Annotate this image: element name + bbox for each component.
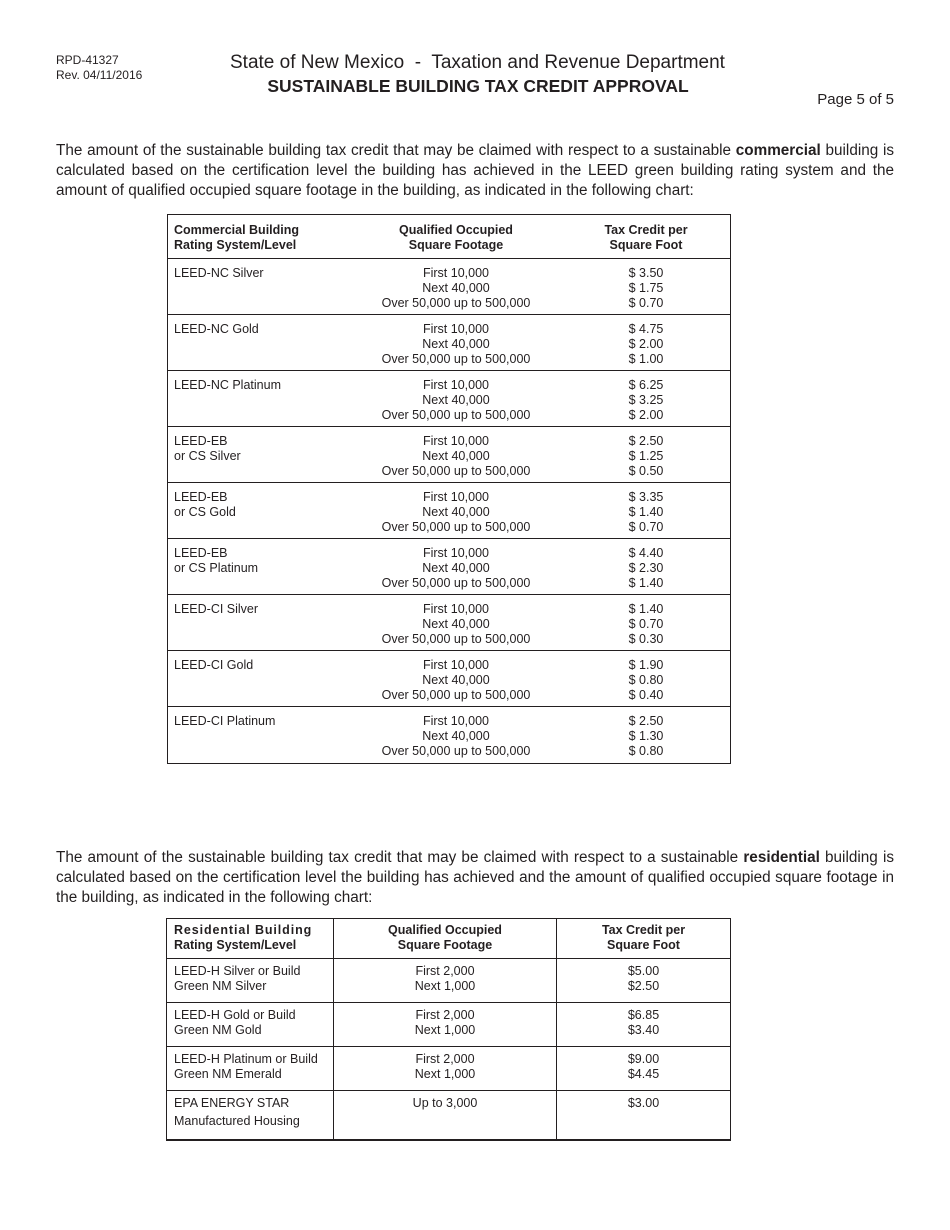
commercial-intro-before: The amount of the sustainable building tax credit that may be claimed with respect to a sustainable <box>56 142 736 159</box>
residential-credit-cell <box>557 959 731 1003</box>
residential-level-cell-line: LEED-H Silver or Build <box>174 964 301 978</box>
residential-footage-cell-line: First 2,000 <box>415 964 475 978</box>
residential-credit-table <box>166 918 731 1141</box>
residential-credit-cell-line: $3.00 <box>627 1096 660 1110</box>
residential-credit-cell <box>557 1047 731 1091</box>
commercial-level-cell <box>168 427 351 483</box>
residential-level-cell <box>167 1003 334 1047</box>
commercial-credit-cell <box>562 371 731 427</box>
residential-footage-cell <box>334 1091 557 1141</box>
residential-table-body <box>167 959 731 1141</box>
commercial-level-cell <box>168 371 351 427</box>
commercial-credit-cell-line: $ 6.25 <box>628 378 664 392</box>
commercial-footage-cell-line: Next 40,000 <box>422 393 490 407</box>
commercial-credit-cell <box>562 315 731 371</box>
commercial-footage-cell <box>350 371 562 427</box>
commercial-footage-cell-line: First 10,000 <box>422 714 489 728</box>
commercial-intro-paragraph <box>56 141 894 201</box>
commercial-footage-cell-line: First 10,000 <box>422 658 489 672</box>
commercial-footage-cell-line: Next 40,000 <box>422 561 490 575</box>
commercial-level-cell <box>168 595 351 651</box>
page-number: Page 5 of 5 <box>817 91 894 108</box>
commercial-footage-cell-line: Next 40,000 <box>422 729 490 743</box>
residential-level-cell-line: Green NM Silver <box>174 979 267 993</box>
commercial-level-cell-line: or CS Platinum <box>174 561 259 575</box>
document-title: SUSTAINABLE BUILDING TAX CREDIT APPROVAL <box>267 76 689 96</box>
residential-header-level: Residential Building Rating System/Level <box>167 919 334 959</box>
commercial-credit-cell-line: $ 3.50 <box>628 266 664 280</box>
commercial-credit-cell <box>562 483 731 539</box>
commercial-level-cell <box>168 315 351 371</box>
commercial-level-cell <box>168 539 351 595</box>
residential-credit-cell-line: $2.50 <box>627 979 660 993</box>
commercial-level-cell-line: LEED-EB <box>174 490 228 504</box>
residential-level-cell <box>167 1091 334 1141</box>
commercial-footage-cell <box>350 707 562 764</box>
commercial-level-cell-line: LEED-EB <box>174 434 228 448</box>
department-heading <box>0 52 950 74</box>
commercial-footage-cell-line: Over 50,000 up to 500,000 <box>381 352 531 366</box>
commercial-footage-cell-line: Over 50,000 up to 500,000 <box>381 520 531 534</box>
residential-credit-cell-line: $5.00 <box>627 964 660 978</box>
commercial-footage-cell <box>350 595 562 651</box>
residential-level-cell <box>167 1047 334 1091</box>
commercial-table-row <box>168 651 731 707</box>
residential-level-cell-line: EPA ENERGY STAR <box>174 1096 290 1110</box>
commercial-footage-cell-line: Over 50,000 up to 500,000 <box>381 296 531 310</box>
residential-intro-bold: residential <box>743 849 820 866</box>
residential-footage-cell-line: Next 1,000 <box>414 1067 476 1081</box>
commercial-credit-cell-line: $ 1.40 <box>628 602 664 616</box>
commercial-level-cell <box>168 483 351 539</box>
residential-credit-cell <box>557 1003 731 1047</box>
commercial-footage-cell-line: Next 40,000 <box>422 281 490 295</box>
commercial-credit-cell-line: $ 2.00 <box>628 408 664 422</box>
commercial-credit-table <box>167 214 731 764</box>
commercial-header-credit: Tax Credit per Square Foot <box>562 215 731 259</box>
residential-credit-cell-line: $6.85 <box>627 1008 660 1022</box>
commercial-credit-cell <box>562 707 731 764</box>
commercial-footage-cell-line: Next 40,000 <box>422 505 490 519</box>
residential-footage-cell <box>334 1047 557 1091</box>
residential-footage-cell-line: Next 1,000 <box>414 1023 476 1037</box>
commercial-footage-cell-line: Next 40,000 <box>422 673 490 687</box>
commercial-credit-cell-line: $ 0.80 <box>628 673 664 687</box>
commercial-credit-cell-line: $ 3.25 <box>628 393 664 407</box>
residential-credit-cell-line: $4.45 <box>627 1067 660 1081</box>
commercial-credit-cell-line: $ 2.00 <box>628 337 664 351</box>
commercial-header-level: Commercial Building Rating System/Level <box>168 215 351 259</box>
commercial-level-cell-line: LEED-NC Gold <box>174 322 259 336</box>
commercial-footage-cell-line: Over 50,000 up to 500,000 <box>381 464 531 478</box>
commercial-footage-cell <box>350 539 562 595</box>
commercial-footage-cell <box>350 651 562 707</box>
commercial-table-row <box>168 595 731 651</box>
commercial-footage-cell-line: First 10,000 <box>422 322 489 336</box>
commercial-credit-cell <box>562 651 731 707</box>
commercial-table-row <box>168 707 731 764</box>
commercial-credit-cell-line: $ 0.70 <box>628 617 664 631</box>
residential-level-cell-line: Manufactured Housing <box>174 1114 300 1128</box>
commercial-table-body <box>168 259 731 764</box>
commercial-header-footage: Qualified Occupied Square Footage <box>350 215 562 259</box>
commercial-level-cell-line: LEED-CI Gold <box>174 658 254 672</box>
commercial-credit-cell-line: $ 0.80 <box>628 744 664 758</box>
commercial-credit-cell-line: $ 1.30 <box>628 729 664 743</box>
commercial-credit-cell-line: $ 1.75 <box>628 281 664 295</box>
residential-table-row <box>167 1003 731 1047</box>
commercial-level-cell-line: or CS Silver <box>174 449 241 463</box>
commercial-footage-cell-line: First 10,000 <box>422 266 489 280</box>
commercial-footage-cell-line: First 10,000 <box>422 490 489 504</box>
commercial-table-row <box>168 371 731 427</box>
commercial-credit-cell <box>562 539 731 595</box>
residential-table-header <box>167 919 731 959</box>
commercial-table-row <box>168 427 731 483</box>
commercial-level-cell <box>168 707 351 764</box>
commercial-table-header <box>168 215 731 259</box>
residential-footage-cell <box>334 959 557 1003</box>
commercial-level-cell-line: or CS Gold <box>174 505 236 519</box>
commercial-credit-cell <box>562 595 731 651</box>
commercial-intro-bold: commercial <box>735 142 821 159</box>
residential-credit-cell-line: $9.00 <box>627 1052 660 1066</box>
residential-credit-cell <box>557 1091 731 1141</box>
residential-level-cell-line: LEED-H Platinum or Build <box>174 1052 318 1066</box>
commercial-footage-cell-line: Over 50,000 up to 500,000 <box>381 688 531 702</box>
commercial-credit-cell-line: $ 1.40 <box>628 505 664 519</box>
residential-intro-before: The amount of the sustainable building tax credit that may be claimed with respect to a sustainable <box>56 849 744 866</box>
form-number: RPD-41327 <box>56 53 119 67</box>
commercial-intro-after: building is calculated based on the certification level the building has achieved in the LEED green building rating system and the amount of qualified occupied square footage in the building, as indicated in the following chart: <box>56 142 895 199</box>
residential-footage-cell-line: Next 1,000 <box>414 979 476 993</box>
commercial-footage-cell-line: Over 50,000 up to 500,000 <box>381 408 531 422</box>
commercial-footage-cell-line: Next 40,000 <box>422 617 490 631</box>
residential-table-row <box>167 1091 731 1141</box>
commercial-credit-cell-line: $ 2.50 <box>628 714 664 728</box>
commercial-credit-cell-line: $ 3.35 <box>628 490 664 504</box>
commercial-level-cell-line: LEED-CI Platinum <box>174 714 276 728</box>
commercial-footage-cell-line: Next 40,000 <box>422 337 490 351</box>
commercial-credit-cell-line: $ 0.40 <box>628 688 664 702</box>
residential-table-row <box>167 959 731 1003</box>
commercial-level-cell-line: LEED-CI Silver <box>174 602 259 616</box>
commercial-footage-cell <box>350 315 562 371</box>
commercial-credit-cell-line: $ 1.00 <box>628 352 664 366</box>
commercial-footage-cell <box>350 259 562 315</box>
commercial-footage-cell <box>350 483 562 539</box>
commercial-credit-cell-line: $ 4.40 <box>628 546 664 560</box>
commercial-footage-cell-line: First 10,000 <box>422 602 489 616</box>
residential-credit-cell-line: $3.40 <box>627 1023 660 1037</box>
commercial-credit-cell <box>562 259 731 315</box>
commercial-footage-cell-line: Over 50,000 up to 500,000 <box>381 632 531 646</box>
residential-level-cell-line: LEED-H Gold or Build <box>174 1008 296 1022</box>
commercial-level-cell-line: LEED-EB <box>174 546 228 560</box>
commercial-level-cell-line: LEED-NC Silver <box>174 266 264 280</box>
residential-footage-cell <box>334 1003 557 1047</box>
residential-level-cell <box>167 959 334 1003</box>
residential-footage-cell-line: First 2,000 <box>415 1008 475 1022</box>
form-revision: Rev. 04/11/2016 <box>56 68 143 82</box>
commercial-credit-cell-line: $ 4.75 <box>628 322 664 336</box>
department-name: State of New Mexico - Taxation and Revenue Department <box>230 52 725 73</box>
commercial-footage-cell-line: Over 50,000 up to 500,000 <box>381 744 531 758</box>
commercial-table-row <box>168 315 731 371</box>
commercial-footage-cell-line: Over 50,000 up to 500,000 <box>381 576 531 590</box>
commercial-credit-cell-line: $ 0.70 <box>628 296 664 310</box>
residential-intro-paragraph <box>56 848 894 908</box>
commercial-credit-cell-line: $ 2.30 <box>628 561 664 575</box>
residential-table-row <box>167 1047 731 1091</box>
commercial-level-cell-line: LEED-NC Platinum <box>174 378 281 392</box>
commercial-credit-cell-line: $ 1.25 <box>628 449 664 463</box>
commercial-credit-cell-line: $ 2.50 <box>628 434 664 448</box>
commercial-footage-cell-line: First 10,000 <box>422 434 489 448</box>
commercial-credit-cell-line: $ 0.70 <box>628 520 664 534</box>
commercial-level-cell <box>168 259 351 315</box>
commercial-footage-cell <box>350 427 562 483</box>
commercial-table-row <box>168 539 731 595</box>
commercial-table-row <box>168 483 731 539</box>
commercial-footage-cell-line: Next 40,000 <box>422 449 490 463</box>
commercial-footage-cell-line: First 10,000 <box>422 378 489 392</box>
commercial-credit-cell-line: $ 0.30 <box>628 632 664 646</box>
residential-level-cell-line: Green NM Emerald <box>174 1067 282 1081</box>
residential-header-credit: Tax Credit per Square Foot <box>557 919 731 959</box>
commercial-credit-cell-line: $ 1.90 <box>628 658 664 672</box>
residential-footage-cell-line: First 2,000 <box>415 1052 475 1066</box>
residential-level-cell-line: Green NM Gold <box>174 1023 262 1037</box>
commercial-footage-cell-line: First 10,000 <box>422 546 489 560</box>
residential-footage-cell-line: Up to 3,000 <box>412 1096 478 1110</box>
commercial-level-cell <box>168 651 351 707</box>
commercial-credit-cell-line: $ 0.50 <box>628 464 664 478</box>
residential-header-footage: Qualified Occupied Square Footage <box>334 919 557 959</box>
commercial-table-row <box>168 259 731 315</box>
residential-intro-after: building is calculated based on the certification level the building has achieved and the amount of qualified occupied square footage in the building, as indicated in the following chart: <box>56 849 894 906</box>
commercial-credit-cell <box>562 427 731 483</box>
commercial-credit-cell-line: $ 1.40 <box>628 576 664 590</box>
